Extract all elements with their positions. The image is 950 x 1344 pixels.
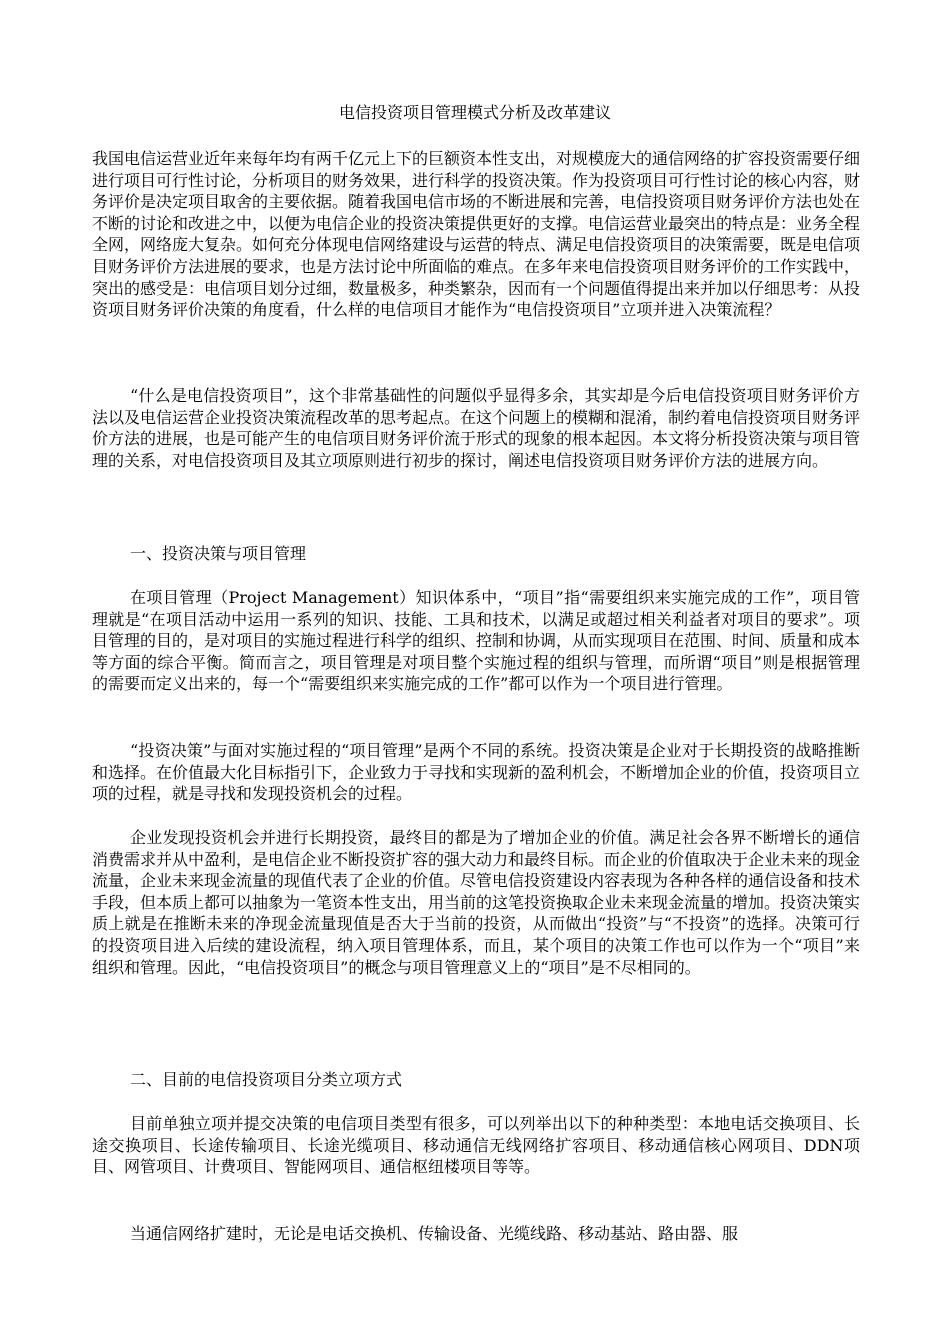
page-title: 电信投资项目管理模式分析及改革建议 <box>338 103 611 122</box>
paragraph-investment-decision: “投资决策”与面对实施过程的“项目管理”是两个不同的系统。投资决策是企业对于长期投资的战略推断和选择。在价值最大化目标指引下，企业致力于寻找和实现新的盈利机会，不断增加企业的价值，投资项目立项的过程，就是寻找和发现投资机会的过程。 <box>92 741 861 804</box>
paragraph-network-expansion: 当通信网络扩建时，无论是电话交换机、传输设备、光缆线路、移动基站、路由器、服 <box>130 1224 739 1243</box>
paragraph-enterprise-value: 企业发现投资机会并进行长期投资，最终目的都是为了增加企业的价值。满足社会各界不断增长的通信消费需求并从中盈利，是电信企业不断投资扩容的强大动力和最终目标。而企业的价值取决于企业未来的现金流量，企业未来现金流量的现值代表了企业的价值。尽管电信投资建设内容表现为各种各样的通信设备和技术手段，但本质上都可以抽象为一笔资本性支出，用当前的这笔投资换取企业未来现金流量的增加。投资决策实质上就是在推断未来的净现金流量现值是否大于当前的投资，从而做出“投资”与“不投资”的选择。决策可行的投资项目进入后续的建设流程，纳入项目管理体系，而且，某个项目的决策工作也可以作为一个“项目”来组织和管理。因此，“电信投资项目”的概念与项目管理意义上的“项目”是不尽相同的。 <box>92 828 861 977</box>
section-heading-2: 二、目前的电信投资项目分类立项方式 <box>130 1070 403 1089</box>
paragraph-question: “什么是电信投资项目”，这个非常基础性的问题似乎显得多余，其实却是今后电信投资项目财务评价方法以及电信运营企业投资决策流程改革的思考起点。在这个问题上的模糊和混淆，制约着电信投资项目财务评价方法的进展，也是可能产生的电信项目财务评价流于形式的现象的根本起因。本文将分析投资决策与项目管理的关系，对电信投资项目及其立项原则进行初步的探讨，阐述电信投资项目财务评价方法的进展方向。 <box>92 386 861 470</box>
paragraph-project-types: 目前单独立项并提交决策的电信项目类型有很多，可以列举出以下的种种类型：本地电话交换项目、长途交换项目、长途传输项目、长途光缆项目、移动通信无线网络扩容项目、移动通信核心网项目、DDN项目、网管项目、计费项目、智能网项目、通信枢纽楼项目等等。 <box>92 1114 860 1177</box>
paragraph-project-management: 在项目管理（Project Management）知识体系中，“项目”指“需要组织来实施完成的工作”，项目管理就是“在项目活动中运用一系列的知识、技能、工具和技术，以满足或超过相关利益者对项目的要求”。项目管理的目的，是对项目的实施过程进行科学的组织、控制和协调，从而实现项目在范围、时间、质量和成本等方面的综合平衡。简而言之，项目管理是对项目整个实施过程的组织与管理，而所谓“项目”则是根据管理的需要而定义出来的，每一个“需要组织来实施完成的工作”都可以作为一个项目进行管理。 <box>92 588 861 694</box>
section-heading-1: 一、投资决策与项目管理 <box>130 544 307 563</box>
paragraph-intro: 我国电信运营业近年来每年均有两千亿元上下的巨额资本性支出，对规模庞大的通信网络的扩容投资需要仔细进行项目可行性讨论，分析项目的财务效果，进行科学的投资决策。作为投资项目可行性讨论的核心内容，财务评价是决定项目取舍的主要依据。随着我国电信市场的不断进展和完善，电信投资项目财务评价方法也处在不断的讨论和改进之中，以便为电信企业的投资决策提供更好的支撑。电信运营业最突出的特点是：业务全程全网，网络庞大复杂。如何充分体现电信网络建设与运营的特点、满足电信投资项目的决策需要，既是电信项目财务评价方法进展的要求，也是方法讨论中所面临的难点。在多年来电信投资项目财务评价的工作实践中，突出的感受是：电信项目划分过细，数量极多，种类繁杂，因而有一个问题值得提出来并加以仔细思考：从投资项目财务评价决策的角度看，什么样的电信项目才能作为“电信投资项目”立项并进入决策流程？ <box>92 149 861 320</box>
